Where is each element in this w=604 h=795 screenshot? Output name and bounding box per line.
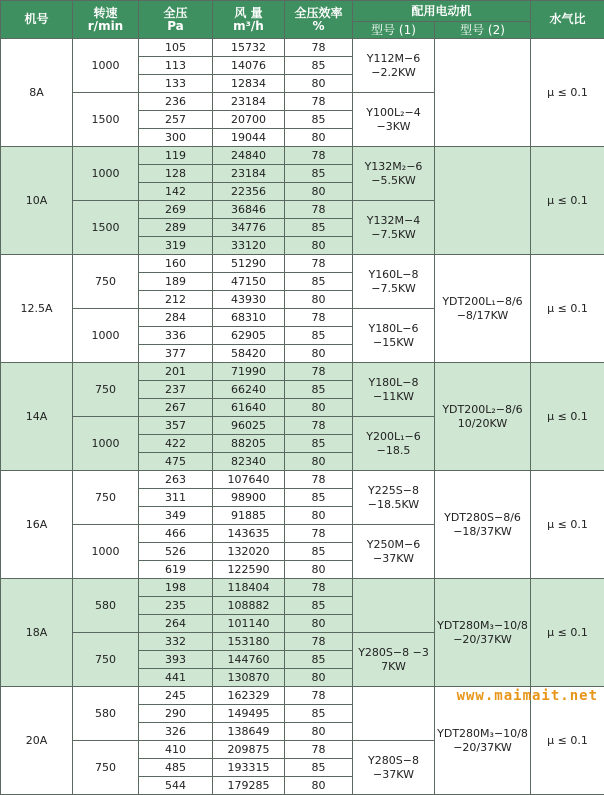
efficiency-cell: 80 [285,669,353,687]
table-row [1,579,604,597]
pressure-cell: 237 [139,381,213,399]
header-airflow-label: 风 量 [234,6,262,20]
airflow-cell: 130870 [213,669,285,687]
machine-group [1,255,604,363]
pressure-cell: 377 [139,345,213,363]
airflow-cell: 193315 [213,759,285,777]
machine-no-cell: 8A [1,39,73,147]
airflow-cell: 162329 [213,687,285,705]
speed-cell: 1000 [73,417,139,471]
airflow-cell: 107640 [213,471,285,489]
header-efficiency-label: 全压效率 [294,6,342,20]
header-efficiency-unit: % [312,19,324,33]
airflow-cell: 51290 [213,255,285,273]
airflow-cell: 68310 [213,309,285,327]
motor-model-1-cell: Y280S−8 −37KW [353,741,435,795]
motor-model-1-cell: Y225S−8 −18.5KW [353,471,435,525]
water-ratio-cell: μ ≤ 0.1 [531,579,604,687]
machine-group [1,471,604,579]
airflow-cell: 118404 [213,579,285,597]
airflow-cell: 91885 [213,507,285,525]
airflow-cell: 82340 [213,453,285,471]
pressure-cell: 128 [139,165,213,183]
pressure-cell: 263 [139,471,213,489]
motor-model-1-cell: Y160L−8 −7.5KW [353,255,435,309]
efficiency-cell: 78 [285,39,353,57]
header-motor-group: 配用电动机 [353,1,531,22]
pressure-cell: 198 [139,579,213,597]
speed-cell: 580 [73,687,139,741]
table-row [1,39,604,57]
efficiency-cell: 85 [285,381,353,399]
table-row [1,471,604,489]
water-ratio-cell: μ ≤ 0.1 [531,471,604,579]
pressure-cell: 142 [139,183,213,201]
pressure-cell: 475 [139,453,213,471]
speed-cell: 750 [73,471,139,525]
table-row [1,255,604,273]
pressure-cell: 236 [139,93,213,111]
motor-model-1-cell [353,579,435,633]
efficiency-cell: 80 [285,345,353,363]
pressure-cell: 133 [139,75,213,93]
motor-model-2-cell: YDT280M₃−10/8 −20/37KW [435,579,531,687]
motor-model-1-cell: Y250M−6 −37KW [353,525,435,579]
header-machine-no: 机号 [1,1,73,39]
pressure-cell: 393 [139,651,213,669]
airflow-cell: 101140 [213,615,285,633]
airflow-cell: 108882 [213,597,285,615]
airflow-cell: 98900 [213,489,285,507]
pressure-cell: 422 [139,435,213,453]
speed-cell: 1000 [73,525,139,579]
airflow-cell: 122590 [213,561,285,579]
motor-model-1-cell: Y180L−8 −11KW [353,363,435,417]
airflow-cell: 15732 [213,39,285,57]
airflow-cell: 20700 [213,111,285,129]
motor-model-1-cell [353,687,435,741]
motor-model-2-cell: YDT200L₂−8/6 10/20KW [435,363,531,471]
speed-cell: 1000 [73,39,139,93]
efficiency-cell: 78 [285,579,353,597]
pressure-cell: 300 [139,129,213,147]
airflow-cell: 33120 [213,237,285,255]
machine-no-cell: 12.5A [1,255,73,363]
airflow-cell: 23184 [213,93,285,111]
efficiency-cell: 85 [285,435,353,453]
machine-group [1,579,604,687]
speed-cell: 750 [73,255,139,309]
efficiency-cell: 80 [285,723,353,741]
water-ratio-cell: μ ≤ 0.1 [531,255,604,363]
pressure-cell: 105 [139,39,213,57]
motor-model-1-cell: Y180L−6 −15KW [353,309,435,363]
machine-group [1,39,604,147]
efficiency-cell: 85 [285,219,353,237]
machine-no-cell: 20A [1,687,73,795]
airflow-cell: 153180 [213,633,285,651]
speed-cell: 1500 [73,93,139,147]
header-water-ratio: 水气比 [531,1,604,39]
pressure-cell: 267 [139,399,213,417]
watermark: www.maimait.net [457,688,598,704]
pressure-cell: 189 [139,273,213,291]
pressure-cell: 410 [139,741,213,759]
motor-model-1-cell: Y100L₂−4 −3KW [353,93,435,147]
airflow-cell: 144760 [213,651,285,669]
table-row [1,147,604,165]
efficiency-cell: 85 [285,111,353,129]
efficiency-cell: 80 [285,615,353,633]
header-pressure-label: 全压 [163,6,187,20]
header-pressure-unit: Pa [167,19,184,33]
airflow-cell: 14076 [213,57,285,75]
pressure-cell: 349 [139,507,213,525]
efficiency-cell: 80 [285,453,353,471]
header-motor-model-2: 型号 (2) [435,22,531,39]
pressure-cell: 619 [139,561,213,579]
efficiency-cell: 80 [285,399,353,417]
pressure-cell: 201 [139,363,213,381]
pressure-cell: 290 [139,705,213,723]
efficiency-cell: 80 [285,237,353,255]
pressure-cell: 526 [139,543,213,561]
machine-no-cell: 16A [1,471,73,579]
motor-model-2-cell: YDT200L₁−8/6 −8/17KW [435,255,531,363]
header-pressure [139,1,213,39]
header-efficiency [285,1,353,39]
speed-cell: 580 [73,579,139,633]
airflow-cell: 43930 [213,291,285,309]
pressure-cell: 336 [139,327,213,345]
machine-no-cell: 10A [1,147,73,255]
pressure-cell: 119 [139,147,213,165]
efficiency-cell: 78 [285,417,353,435]
pressure-cell: 311 [139,489,213,507]
airflow-cell: 62905 [213,327,285,345]
airflow-cell: 58420 [213,345,285,363]
efficiency-cell: 85 [285,327,353,345]
efficiency-cell: 78 [285,363,353,381]
pressure-cell: 235 [139,597,213,615]
header-row [1,1,604,22]
efficiency-cell: 85 [285,165,353,183]
motor-model-1-cell: Y112M−6 −2.2KW [353,39,435,93]
speed-cell: 1500 [73,201,139,255]
water-ratio-cell: μ ≤ 0.1 [531,39,604,147]
airflow-cell: 34776 [213,219,285,237]
efficiency-cell: 78 [285,147,353,165]
airflow-cell: 71990 [213,363,285,381]
efficiency-cell: 80 [285,777,353,795]
pressure-cell: 113 [139,57,213,75]
pressure-cell: 264 [139,615,213,633]
header-speed-label: 转速 [93,6,117,20]
efficiency-cell: 85 [285,651,353,669]
efficiency-cell: 78 [285,201,353,219]
airflow-cell: 23184 [213,165,285,183]
pressure-cell: 284 [139,309,213,327]
machine-group [1,147,604,255]
airflow-cell: 88205 [213,435,285,453]
efficiency-cell: 85 [285,597,353,615]
pressure-cell: 289 [139,219,213,237]
efficiency-cell: 78 [285,687,353,705]
efficiency-cell: 85 [285,57,353,75]
water-ratio-cell: μ ≤ 0.1 [531,363,604,471]
efficiency-cell: 85 [285,705,353,723]
pressure-cell: 245 [139,687,213,705]
table-row [1,363,604,381]
motor-model-2-cell [435,147,531,255]
pressure-cell: 357 [139,417,213,435]
pressure-cell: 466 [139,525,213,543]
efficiency-cell: 80 [285,507,353,525]
efficiency-cell: 78 [285,741,353,759]
efficiency-cell: 85 [285,543,353,561]
airflow-cell: 132020 [213,543,285,561]
efficiency-cell: 78 [285,633,353,651]
airflow-cell: 96025 [213,417,285,435]
machine-no-cell: 18A [1,579,73,687]
pressure-cell: 485 [139,759,213,777]
pressure-cell: 257 [139,111,213,129]
motor-model-1-cell: Y132M−4 −7.5KW [353,201,435,255]
motor-model-2-cell: YDT280S−8/6 −18/37KW [435,471,531,579]
airflow-cell: 149495 [213,705,285,723]
efficiency-cell: 80 [285,129,353,147]
pressure-cell: 332 [139,633,213,651]
airflow-cell: 66240 [213,381,285,399]
efficiency-cell: 80 [285,291,353,309]
efficiency-cell: 85 [285,273,353,291]
efficiency-cell: 78 [285,93,353,111]
motor-model-1-cell: Y280S−8 −3 7KW [353,633,435,687]
header-motor-model-1: 型号 (1) [353,22,435,39]
header-speed [73,1,139,39]
header-airflow [213,1,285,39]
efficiency-cell: 78 [285,525,353,543]
efficiency-cell: 78 [285,309,353,327]
header-airflow-unit: m³/h [233,19,264,33]
speed-cell: 750 [73,633,139,687]
efficiency-cell: 85 [285,759,353,777]
pressure-cell: 269 [139,201,213,219]
airflow-cell: 36846 [213,201,285,219]
efficiency-cell: 80 [285,183,353,201]
motor-model-2-cell [435,39,531,147]
water-ratio-cell: μ ≤ 0.1 [531,687,604,795]
airflow-cell: 19044 [213,129,285,147]
pressure-cell: 212 [139,291,213,309]
pressure-cell: 441 [139,669,213,687]
airflow-cell: 22356 [213,183,285,201]
motor-model-2-cell: YDT280M₃−10/8 −20/37KW [435,687,531,795]
airflow-cell: 179285 [213,777,285,795]
speed-cell: 1000 [73,309,139,363]
water-ratio-cell: μ ≤ 0.1 [531,147,604,255]
airflow-cell: 47150 [213,273,285,291]
efficiency-cell: 80 [285,561,353,579]
efficiency-cell: 85 [285,489,353,507]
speed-cell: 1000 [73,147,139,201]
airflow-cell: 143635 [213,525,285,543]
efficiency-cell: 80 [285,75,353,93]
airflow-cell: 24840 [213,147,285,165]
pressure-cell: 544 [139,777,213,795]
efficiency-cell: 78 [285,255,353,273]
motor-model-1-cell: Y132M₂−6 −5.5KW [353,147,435,201]
airflow-cell: 12834 [213,75,285,93]
airflow-cell: 61640 [213,399,285,417]
airflow-cell: 138649 [213,723,285,741]
airflow-cell: 209875 [213,741,285,759]
machine-no-cell: 14A [1,363,73,471]
motor-model-1-cell: Y200L₁−6 −18.5 [353,417,435,471]
pressure-cell: 160 [139,255,213,273]
speed-cell: 750 [73,741,139,795]
machine-group [1,363,604,471]
pressure-cell: 319 [139,237,213,255]
pressure-cell: 326 [139,723,213,741]
header-speed-unit: r/min [88,19,123,33]
efficiency-cell: 78 [285,471,353,489]
speed-cell: 750 [73,363,139,417]
